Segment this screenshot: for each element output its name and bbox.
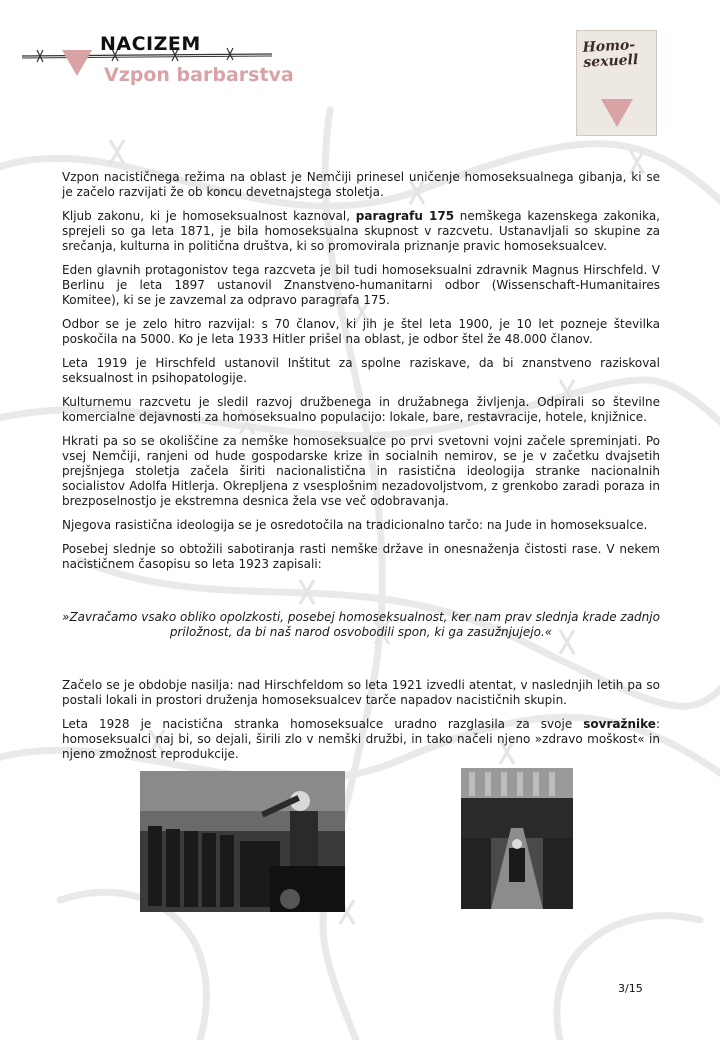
paragraph: Leta 1919 je Hirschfeld ustanovil Inštitut za spolne raziskave, da bi znanstveno raziskoval seksualnost in psihopatologije. <box>62 356 660 385</box>
photo-parade-graphic <box>461 768 573 909</box>
historical-photo-rally <box>140 771 345 912</box>
section-title: NACIZEM <box>100 33 201 55</box>
historical-photo-parade <box>461 768 573 909</box>
page-header <box>0 0 720 110</box>
paragraph: Začelo se je obdobje nasilja: nad Hirschfeldom so leta 1921 izvedli atentat, v naslednjih letih pa so postali lokali in prostori druženja homoseksualcev tarče napadov nacističnih skupin. <box>62 678 660 707</box>
badge-stamp-text: Homo-sexuell <box>582 37 639 71</box>
photo-rally-graphic <box>140 771 345 912</box>
pink-triangle-icon <box>62 50 92 76</box>
paragraph: Hkrati pa so se okoliščine za nemške homoseksualce po prvi svetovni vojni začele spreminjati. Po vsej Nemčiji, ranjeni od hude gospodarske krize in socialnih nemirov, se je v začetku dvajsetih prejšnjega stoletja začela širiti nacionalistična in rasistična ideologija stranke nacionalnih socialistov Adolfa Hitlerja. Okrepljena z vsesplošnim nezadovoljstvom, z grenkobo zaradi poraza in brezposelnostjo je ekstremna desnica žela vse več odobravanja. <box>62 434 660 508</box>
paragraph: Njegova rasistična ideologija se je osredotočila na tradicionalno tarčo: na Jude in homoseksualce. <box>62 518 648 532</box>
block-quote: »Zavračamo vsako obliko opolzkosti, posebej homoseksualnost, ker nam prav slednja krade zadnjo priložnost, da bi naš narod osvobodili spon, ki ga zasužnjujejo.« <box>62 610 660 639</box>
bold-term: sovražnike <box>583 717 656 731</box>
paragraph: Kulturnemu razcvetu je sledil razvoj družbenega in družabnega življenja. Odpirali so številne komercialne dejavnosti za homoseksualno populacijo: lokale, bare, restavracije, hotele, knjižnice. <box>62 395 660 424</box>
page-number: 3/15 <box>618 982 643 995</box>
text-run: Kljub zakonu, ki je homoseksualnost kaznoval, <box>62 209 356 223</box>
paragraph <box>62 209 660 254</box>
article-body <box>62 170 660 771</box>
paragraph: Vzpon nacističnega režima na oblast je Nemčiji prinesel uničenje homoseksualnega gibanja, ki se je začelo razvijati že ob koncu devetnajstega stoletja. <box>62 170 660 199</box>
bold-term: paragrafu 175 <box>355 209 455 223</box>
section-subtitle: Vzpon barbarstva <box>104 64 294 86</box>
text-run: Leta 1928 je nacistična stranka homoseksualce uradno razglasila za svoje <box>62 717 584 731</box>
paragraph: Eden glavnih protagonistov tega razcveta je bil tudi homoseksualni zdravnik Magnus Hirschfeld. V Berlinu je leta 1897 ustanovil Znanstveno-humanitarni odbor (Wissenschaft-Humanitaires Komitee), ki se je zavzemal za odpravo paragrafa 175. <box>62 263 660 307</box>
paragraph: Odbor se je zelo hitro razvijal: s 70 članov, ki jih je štel leta 1900, je 10 let pozneje številka poskočila na 5000. Ko je leta 1933 Hitler prišel na oblast, je odbor štel že 48.000 članov. <box>62 317 660 346</box>
text-run: nemškega kazenskega zakonika, sprejeli so ga leta 1871, je bila homoseksualna skupnost v razcvetu. Ustanavljali so skupine za srečanja, kulturna in politična društva, ki so promovirala priznanje pravic homoseksualcev. <box>62 209 660 253</box>
paragraph: Posebej slednje so obtožili sabotiranja rasti nemške države in onesnaženja čistosti rase. V nekem nacističnem časopisu so leta 1923 zapisali: <box>62 542 660 571</box>
text-run: : homoseksualci naj bi, so dejali, širili zlo v nemški družbi, in tako načeli njeno »zdravo moškost« in njeno zmožnost reprodukcije. <box>62 717 660 761</box>
paragraph <box>62 717 660 762</box>
